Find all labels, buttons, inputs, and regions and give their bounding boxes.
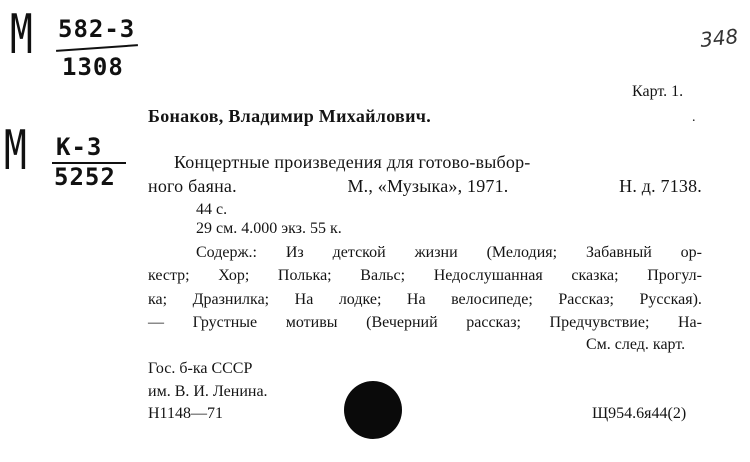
- library-name-2: им. В. И. Ленина.: [148, 383, 268, 400]
- contents-word: Грустные: [192, 314, 258, 331]
- size-and-edition: 29 см. 4.000 экз. 55 к.: [196, 220, 342, 237]
- title-line-2: [148, 176, 702, 196]
- contents-word: Полька;: [277, 267, 332, 284]
- title-line-1: [174, 152, 702, 172]
- contents-word: велосипеде;: [451, 291, 533, 308]
- contents-word: лодке;: [338, 291, 382, 308]
- title-text-1: Концертные произведения для готово-выбор-: [174, 152, 531, 172]
- title-part-1: ного баяна.: [148, 176, 237, 196]
- contents-word: жизни: [414, 244, 458, 261]
- card-label: Карт. 1.: [632, 83, 684, 100]
- call-number-2-bottom: 5252: [54, 163, 116, 191]
- contents-word: Предчувствие;: [549, 314, 650, 331]
- contents-word: рассказ;: [466, 314, 521, 331]
- contents-word: Хор;: [218, 267, 250, 284]
- contents-line-4: [148, 313, 702, 333]
- contents-word: (Вечерний: [366, 314, 438, 331]
- call-number-1-rule: [56, 44, 138, 52]
- contents-word: детской: [332, 244, 386, 261]
- contents-word: На-: [678, 314, 702, 331]
- contents-word: Вальс;: [360, 267, 406, 284]
- contents-word: На: [294, 291, 314, 308]
- title-part-2: М., «Музыка», 1971.: [347, 176, 509, 196]
- contents-word: сказка;: [571, 267, 619, 284]
- contents-word: ор-: [680, 244, 702, 261]
- title-part-3: Н. д. 7138.: [619, 176, 702, 196]
- contents-line-3: [148, 290, 702, 310]
- call-number-2-top: К-3: [56, 133, 103, 161]
- contents-word: мотивы: [285, 314, 338, 331]
- continued-note: См. след. карт.: [586, 336, 686, 353]
- classification-code: Щ954.6я44(2): [592, 405, 687, 422]
- library-name: Гос. б-ка СССР: [148, 360, 253, 377]
- call-number-1-top: 582-3: [58, 15, 136, 43]
- dot-mark: .: [692, 110, 696, 125]
- contents-word: Дразнилка;: [192, 291, 270, 308]
- call-number-1-bottom: 1308: [62, 53, 124, 81]
- ink-stamp: [344, 381, 402, 439]
- contents-word: ка;: [148, 291, 168, 308]
- library-code: Н1148—71: [148, 405, 223, 422]
- contents-word: Русская).: [639, 291, 702, 308]
- call-letter-1: М: [10, 3, 33, 66]
- contents-word: На: [406, 291, 426, 308]
- contents-line-1: [196, 243, 702, 263]
- pencil-note: 348: [698, 24, 740, 52]
- contents-word: кестр;: [148, 267, 190, 284]
- contents-word: —: [148, 314, 164, 331]
- pages: 44 с.: [196, 201, 228, 218]
- contents-word: Содерж.:: [196, 244, 257, 261]
- contents-word: Недослушанная: [433, 267, 543, 284]
- contents-word: Забавный: [585, 244, 652, 261]
- contents-word: Из: [285, 244, 304, 261]
- author-heading: Бонаков, Владимир Михайлович.: [148, 106, 431, 126]
- contents-line-2: [148, 266, 702, 286]
- contents-word: Рассказ;: [558, 291, 614, 308]
- contents-word: Прогул-: [647, 267, 702, 284]
- contents-word: (Мелодия;: [486, 244, 558, 261]
- call-letter-2: М: [4, 119, 27, 182]
